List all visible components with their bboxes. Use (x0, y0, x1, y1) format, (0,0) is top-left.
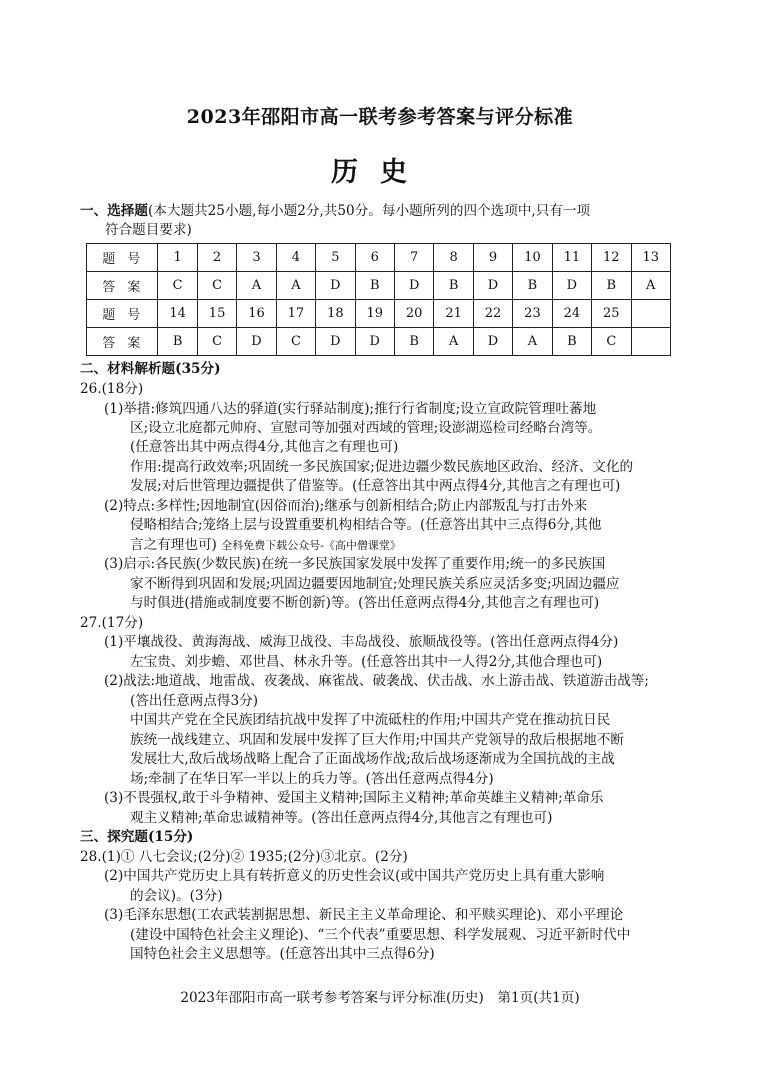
cell (631, 328, 671, 356)
cell: 14 (158, 300, 197, 328)
section1-desc2: 符合题目要求) (105, 222, 192, 238)
cell: 3 (237, 244, 276, 272)
q27-line: 场;牵制了在华日军一半以上的兵力等。(答出任意两点得4分) (130, 771, 494, 787)
row-label: 答案 (87, 328, 158, 356)
cell: 7 (394, 244, 433, 272)
subject-title: 历史 (331, 157, 429, 188)
cell: 12 (592, 244, 631, 272)
q26-line: 与时俱进(措施或制度要不断创新)等。(答出任意两点得4分,其他言之有理也可) (130, 595, 600, 611)
cell: 8 (434, 244, 473, 272)
cell: 2 (197, 244, 236, 272)
q27-line: 族统一战线建立、巩固和发展中发挥了巨大作用;中国共产党领导的敌后根据地不断 (130, 732, 624, 748)
watermark-note: 全科免费下载公众号-《高中僧课堂》 (221, 539, 401, 552)
q26-line: (3)启示:各民族(少数民族)在统一多民族国家发展中发挥了重要作用;统一的多民族国 (104, 556, 606, 572)
q26-line: 发展;对后世管理边疆提供了借鉴等。(任意答出其中两点得4分,其他言之有理也可) (130, 478, 621, 494)
cell: 10 (513, 244, 552, 272)
q26-line: (2)特点:多样性;因地制宜(因俗而治);继承与创新相结合;防止内部叛乱与打击外来 (104, 498, 588, 514)
table-row-nums1 (87, 244, 671, 272)
q28-head-line (80, 848, 408, 867)
q26-line-with-note (130, 536, 401, 555)
cell: 11 (552, 244, 591, 272)
q28-line: 国特色社会主义思想等。(任意答出其中三点得6分) (130, 946, 435, 962)
cell: 1 (158, 244, 197, 272)
document-title: 2023年邵阳市高一联考参考答案与评分标准 (186, 106, 574, 128)
q28-line: (1)① 八七会议;(2分)② 1935;(2分)③北京。(2分) (101, 849, 408, 865)
cell: D (237, 328, 276, 356)
q27-line: 发展壮大,敌后战场战略上配合了正面战场作战;敌后战场逐渐成为全国抗战的主战 (130, 751, 615, 767)
q26-head: 26.(18分) (80, 381, 144, 397)
section2-heading: 二、材料解析题(35分) (80, 361, 221, 377)
answer-table (86, 243, 671, 356)
cell: D (473, 328, 512, 356)
q27-line: (3)不畏强权,敢于斗争精神、爱国主义精神;国际主义精神;革命英雄主义精神;革命乐 (104, 790, 604, 806)
section1-line1 (80, 202, 590, 221)
q27-line: (1)平壤战役、黄海海战、威海卫战役、丰岛战役、旅顺战役等。(答出任意两点得4分) (104, 634, 619, 650)
table-row-ans2 (87, 328, 671, 356)
cell: D (355, 328, 394, 356)
cell: 23 (513, 300, 552, 328)
cell: B (592, 272, 631, 300)
q26-line: 作用:提高行政效率;巩固统一多民族国家;促进边疆少数民族地区政治、经济、文化的 (130, 459, 634, 475)
cell: 16 (237, 300, 276, 328)
cell: D (316, 272, 355, 300)
cell: 5 (316, 244, 355, 272)
cell: 17 (276, 300, 315, 328)
section1-heading: 一、选择题 (80, 203, 148, 219)
cell: 15 (197, 300, 236, 328)
cell: D (316, 328, 355, 356)
page-footer: 2023年邵阳市高一联考参考答案与评分标准(历史) 第1页(共1页) (180, 990, 580, 1006)
cell: B (394, 328, 433, 356)
q27-line: (答出任意两点得3分) (130, 693, 259, 709)
section1-desc: (本大题共25小题,每小题2分,共50分。每小题所列的四个选项中,只有一项 (147, 203, 591, 219)
q28-line: (建设中国特色社会主义理论)、“三个代表”重要思想、科学发展观、习近平新时代中 (130, 927, 631, 943)
cell: D (473, 272, 512, 300)
cell: B (552, 328, 591, 356)
q27-line: (2)战法:地道战、地雷战、夜袭战、麻雀战、破袭战、伏击战、水上游击战、铁道游击战等; (104, 673, 649, 689)
q27-line: 左宝贵、刘步蟾、邓世昌、林永升等。(任意答出其中一人得2分,其他合理也可) (130, 654, 603, 670)
q26-line: (1)举措:修筑四通八达的驿道(实行驿站制度);推行行省制度;设立宣政院管理吐蕃地 (104, 401, 597, 417)
cell: 19 (355, 300, 394, 328)
q28-line: (3)毛泽东思想(工农武装割据思想、新民主主义革命理论、和平赎买理论)、邓小平理论 (104, 907, 624, 923)
cell: D (552, 272, 591, 300)
section3-heading: 三、探究题(15分) (80, 829, 194, 845)
table-row-nums2 (87, 300, 671, 328)
cell: 18 (316, 300, 355, 328)
cell: C (197, 272, 236, 300)
cell: 24 (552, 300, 591, 328)
cell: A (237, 272, 276, 300)
cell: 20 (394, 300, 433, 328)
row-label: 题号 (87, 244, 158, 272)
row-label: 题号 (87, 300, 158, 328)
cell: 21 (434, 300, 473, 328)
cell: A (276, 272, 315, 300)
q26-line: 侵略相结合;笼络上层与设置重要机构相结合等。(任意答出其中三点得6分,其他 (130, 517, 602, 533)
cell: D (394, 272, 433, 300)
cell: B (355, 272, 394, 300)
q27-head: 27.(17分) (80, 615, 144, 631)
table-row-ans1 (87, 272, 671, 300)
q27-line: 观主义精神;革命忠诚精神等。(答出任意两点得4分,其他言之有理也可) (130, 810, 553, 826)
cell: A (513, 328, 552, 356)
cell (631, 300, 671, 328)
q26-line: (任意答出其中两点得4分,其他言之有理也可) (130, 439, 399, 455)
cell: 6 (355, 244, 394, 272)
cell: B (513, 272, 552, 300)
q26-line: 言之有理也可) (130, 537, 217, 553)
q26-line: 家不断得到巩固和发展;巩固边疆要因地制宜;处理民族关系应灵活多变;巩固边疆应 (130, 576, 620, 592)
q27-line: 中国共产党在全民族团结抗战中发挥了中流砥柱的作用;中国共产党在推动抗日民 (130, 712, 611, 728)
row-label: 答案 (87, 272, 158, 300)
cell: B (158, 328, 197, 356)
cell: C (276, 328, 315, 356)
cell: B (434, 272, 473, 300)
cell: 9 (473, 244, 512, 272)
cell: 25 (592, 300, 631, 328)
cell: C (592, 328, 631, 356)
q26-line: 区;设立北庭都元帅府、宣慰司等加强对西域的管理;设澎湖巡检司经略台湾等。 (130, 420, 602, 436)
q28-head: 28. (80, 849, 102, 865)
cell: C (197, 328, 236, 356)
cell: 4 (276, 244, 315, 272)
cell: 13 (631, 244, 671, 272)
cell: A (631, 272, 671, 300)
cell: 22 (473, 300, 512, 328)
q28-line: (2)中国共产党历史上具有转折意义的历史性会议(或中国共产党历史上具有重大影响 (104, 868, 605, 884)
q28-line: 的会议)。(3分) (130, 888, 223, 904)
cell: A (434, 328, 473, 356)
cell: C (158, 272, 197, 300)
